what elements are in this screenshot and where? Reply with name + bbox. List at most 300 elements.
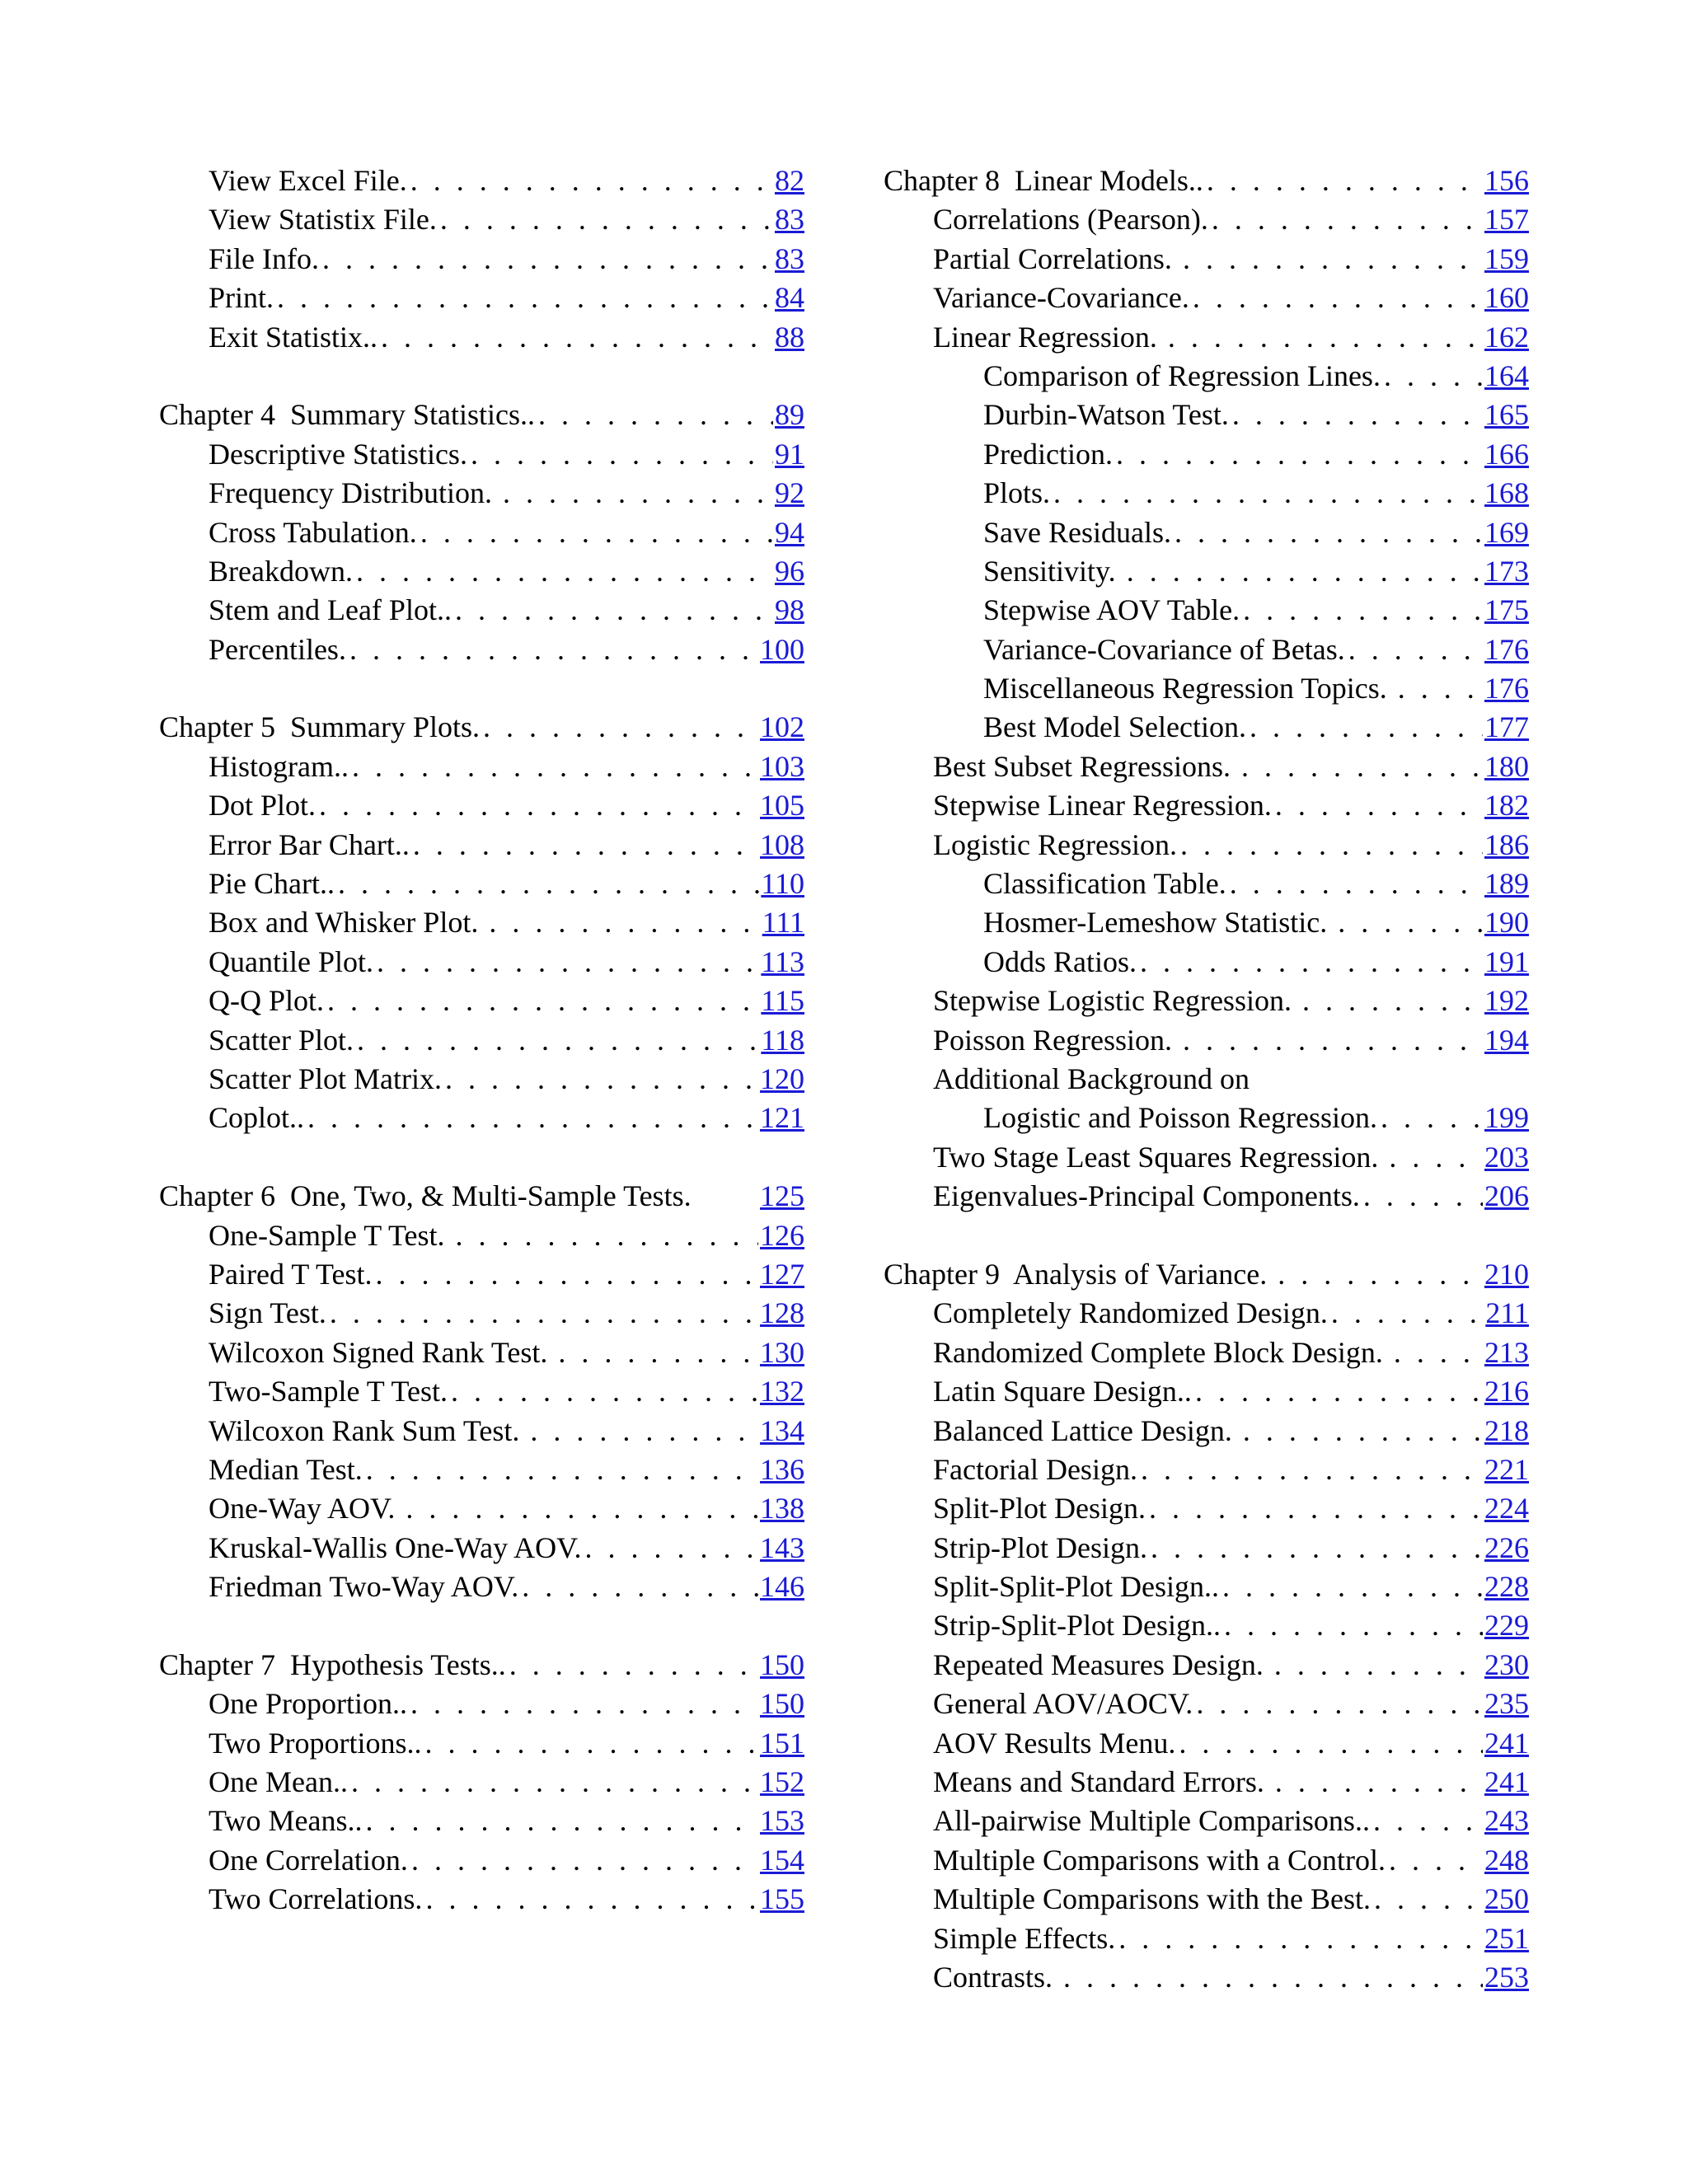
toc-entry[interactable] (884, 1333, 1529, 1372)
entry-title: Prediction. (983, 437, 1113, 471)
entry-title: Coplot.. (209, 1101, 305, 1135)
toc-entry[interactable] (159, 240, 804, 279)
entry-title: Q-Q Plot. (209, 984, 325, 1018)
toc-entry[interactable] (159, 786, 804, 825)
dot-leader (452, 1216, 758, 1255)
page-number-link[interactable]: 164 (1484, 359, 1529, 392)
toc-entry[interactable] (884, 865, 1529, 903)
entry-title: Cross Tabulation. (209, 515, 417, 549)
dot-leader (581, 1529, 758, 1568)
toc-entry[interactable] (884, 786, 1529, 825)
page-number-link[interactable]: 146 (760, 1570, 804, 1604)
toc-entry[interactable] (159, 1763, 804, 1802)
dot-leader (1115, 1919, 1483, 1958)
dot-leader (1177, 826, 1483, 865)
toc-entry[interactable] (159, 513, 804, 552)
toc-entry[interactable] (159, 1489, 804, 1528)
dot-leader (1360, 1177, 1483, 1216)
entry-title: Comparison of Regression Lines. (983, 359, 1381, 392)
entry-title: Median Test. (209, 1452, 363, 1486)
page-number-link[interactable]: 173 (1484, 554, 1529, 588)
toc-entry[interactable] (159, 318, 804, 357)
page-number-link[interactable]: 88 (775, 320, 804, 354)
toc-entry[interactable] (159, 1529, 804, 1568)
toc-entry[interactable] (884, 1606, 1529, 1645)
entry-title: Best Subset Regressions. (933, 749, 1239, 783)
page-number-link[interactable]: 186 (1484, 827, 1529, 861)
toc-entry[interactable] (159, 1333, 804, 1372)
dot-leader (1334, 903, 1483, 942)
dot-leader (363, 1451, 758, 1489)
toc-entry[interactable] (159, 826, 804, 865)
page-number-link[interactable]: 189 (1484, 867, 1529, 901)
page-number-link[interactable]: 159 (1484, 241, 1529, 275)
toc-entry[interactable] (884, 1763, 1529, 1802)
page-number-link[interactable]: 176 (1484, 632, 1529, 666)
entry-title: Split-Plot Design. (933, 1492, 1146, 1526)
toc-chapter-entry[interactable] (159, 1177, 804, 1216)
entry-title: Completely Randomized Design. (933, 1296, 1328, 1330)
toc-chapter-entry[interactable] (884, 162, 1529, 200)
toc-entry[interactable] (159, 1412, 804, 1451)
toc-entry[interactable] (884, 200, 1529, 239)
toc-entry[interactable] (159, 1841, 804, 1880)
page-number-link[interactable]: 152 (760, 1765, 804, 1799)
page-number-link[interactable]: 100 (760, 632, 804, 666)
toc-entry[interactable] (159, 1802, 804, 1840)
page-number-link[interactable]: 150 (760, 1687, 804, 1721)
page-number-link[interactable]: 130 (760, 1335, 804, 1369)
entry-title: Strip-Split-Plot Design.. (933, 1609, 1221, 1643)
toc-chapter-entry[interactable] (159, 1646, 804, 1685)
dot-leader (1274, 1255, 1483, 1294)
dot-leader (1238, 748, 1483, 786)
entry-title: Paired T Test. (209, 1257, 373, 1291)
entry-title: Box and Whisker Plot. (209, 906, 486, 940)
dot-leader (349, 748, 758, 786)
dot-leader (407, 162, 773, 200)
page-number-link[interactable]: 118 (761, 1023, 804, 1057)
dot-leader (304, 1099, 758, 1137)
section-gap (159, 1138, 804, 1177)
dot-leader (1137, 1451, 1483, 1489)
dot-leader (1165, 318, 1483, 357)
page-number-link[interactable]: 156 (1484, 164, 1529, 197)
chapter-title: Chapter 9 Analysis of Variance. (884, 1257, 1275, 1291)
page-number-link[interactable]: 168 (1484, 476, 1529, 510)
page-number-link[interactable]: 111 (762, 906, 804, 940)
dot-leader (1386, 1841, 1483, 1880)
entry-title: File Info. (209, 241, 319, 275)
toc-entry[interactable] (159, 1451, 804, 1489)
page-number-link[interactable]: 160 (1484, 281, 1529, 315)
toc-entry[interactable] (884, 474, 1529, 513)
entry-title: Contrasts. (933, 1960, 1061, 1994)
toc-entry[interactable] (884, 240, 1529, 279)
toc-entry[interactable] (884, 669, 1529, 708)
page-number-link[interactable]: 250 (1484, 1882, 1529, 1916)
dot-leader (319, 240, 773, 279)
entry-title: Latin Square Design.. (933, 1375, 1192, 1408)
page-number-link[interactable]: 128 (760, 1296, 804, 1330)
dot-leader (1226, 865, 1483, 903)
page-number-link[interactable]: 175 (1484, 593, 1529, 627)
section-gap (159, 1606, 804, 1645)
toc-entry[interactable] (884, 279, 1529, 317)
page-number-link[interactable]: 235 (1484, 1687, 1529, 1721)
dot-leader (452, 591, 773, 630)
dot-leader (362, 1802, 758, 1840)
entry-title: Scatter Plot Matrix. (209, 1062, 442, 1095)
toc-entry[interactable] (884, 1412, 1529, 1451)
dot-leader (1345, 630, 1483, 669)
page-number-link[interactable]: 229 (1484, 1609, 1529, 1643)
page-number-link[interactable]: 108 (760, 827, 804, 861)
chapter-title: Chapter 6 One, Two, & Multi-Sample Tests. (159, 1179, 692, 1213)
dot-leader (1050, 474, 1483, 513)
dot-leader (373, 943, 759, 982)
toc-entry[interactable] (159, 279, 804, 317)
dot-leader (1147, 1529, 1483, 1568)
entry-title: All-pairwise Multiple Comparisons.. (933, 1804, 1370, 1838)
page-number-link[interactable]: 126 (760, 1218, 804, 1252)
page-number-link[interactable]: 92 (775, 476, 804, 510)
entry-title: Print. (209, 281, 274, 315)
page-number-link[interactable]: 182 (1484, 789, 1529, 823)
entry-title: Logistic Regression. (933, 827, 1177, 861)
page-number-link[interactable]: 243 (1484, 1804, 1529, 1838)
entry-title: One Correlation. (209, 1843, 408, 1877)
toc-entry[interactable] (159, 162, 804, 200)
chapter-title: Chapter 7 Hypothesis Tests.. (159, 1647, 506, 1681)
page-number-link[interactable]: 190 (1484, 906, 1529, 940)
entry-title: Balanced Lattice Design. (933, 1413, 1240, 1447)
page-number-link[interactable]: 176 (1484, 672, 1529, 705)
page-number-link[interactable]: 94 (775, 515, 804, 549)
page-number-link[interactable]: 83 (775, 241, 804, 275)
entry-title: Additional Background on (933, 1062, 1250, 1095)
page-number-link[interactable]: 221 (1484, 1452, 1529, 1486)
entry-title: Kruskal-Wallis One-Way AOV. (209, 1530, 582, 1564)
entry-title: Sensitivity. (983, 554, 1123, 588)
dot-leader (422, 1724, 759, 1763)
page-number-link[interactable]: 203 (1484, 1140, 1529, 1174)
toc-entry[interactable] (884, 1489, 1529, 1528)
dot-leader (1189, 279, 1483, 317)
toc-entry[interactable] (159, 1372, 804, 1411)
entry-title: Strip-Plot Design. (933, 1530, 1148, 1564)
page-number-link[interactable]: 228 (1484, 1570, 1529, 1604)
toc-entry[interactable] (884, 1958, 1529, 1997)
entry-title: Two Correlations. (209, 1882, 423, 1916)
toc-entry[interactable] (884, 1646, 1529, 1685)
page-number-link[interactable]: 165 (1484, 398, 1529, 432)
toc-entry[interactable] (159, 1099, 804, 1137)
toc-entry[interactable] (159, 1724, 804, 1763)
dot-leader (354, 1021, 759, 1060)
page-number-link[interactable]: 125 (760, 1179, 804, 1213)
toc-entry[interactable] (884, 1177, 1529, 1216)
toc-entry[interactable] (159, 903, 804, 942)
page-number-link[interactable]: 102 (760, 710, 804, 744)
page-number-link[interactable]: 132 (760, 1375, 804, 1408)
toc-entry[interactable] (884, 1880, 1529, 1919)
toc-chapter-entry[interactable] (884, 1255, 1529, 1294)
page-number-link[interactable]: 138 (760, 1492, 804, 1526)
toc-entry (884, 1060, 1529, 1099)
dot-leader (324, 982, 759, 1020)
page-number-link[interactable]: 115 (761, 984, 804, 1018)
toc-entry[interactable] (884, 1451, 1529, 1489)
dot-leader (1175, 1724, 1483, 1763)
toc-entry[interactable] (159, 1216, 804, 1255)
page-number-link[interactable]: 192 (1484, 984, 1529, 1018)
toc-chapter-entry[interactable] (159, 708, 804, 747)
toc-entry[interactable] (884, 1021, 1529, 1060)
dot-leader (1328, 1294, 1484, 1333)
dot-leader (1203, 162, 1483, 200)
entry-title: Eigenvalues-Principal Components. (933, 1179, 1360, 1213)
page-number-link[interactable]: 155 (760, 1882, 804, 1916)
dot-leader (1370, 1802, 1483, 1840)
toc-entry[interactable] (884, 943, 1529, 982)
toc-entry[interactable] (159, 1294, 804, 1333)
dot-leader (1246, 708, 1483, 747)
dot-leader (480, 708, 758, 747)
entry-title: Stepwise AOV Table. (983, 593, 1240, 627)
toc-entry[interactable] (159, 552, 804, 591)
toc-entry[interactable] (884, 1529, 1529, 1568)
page-number-link[interactable]: 110 (761, 867, 804, 901)
toc-entry[interactable] (884, 1372, 1529, 1411)
page-number-link[interactable]: 105 (760, 789, 804, 823)
dot-leader (346, 630, 758, 669)
entry-title: Exit Statistix.. (209, 320, 378, 354)
page-number-link[interactable]: 210 (1484, 1257, 1529, 1291)
toc-entry[interactable] (159, 1255, 804, 1294)
toc-entry[interactable] (884, 1138, 1529, 1177)
page-number-link[interactable]: 143 (760, 1530, 804, 1564)
entry-title: Variance-Covariance. (933, 281, 1189, 315)
page-number-link[interactable]: 177 (1484, 710, 1529, 744)
toc-chapter-entry[interactable] (159, 396, 804, 434)
dot-leader (407, 1685, 758, 1723)
page-number-link[interactable]: 136 (760, 1452, 804, 1486)
toc-entry[interactable] (159, 748, 804, 786)
dot-leader (448, 1372, 758, 1411)
toc-entry[interactable] (884, 1841, 1529, 1880)
page-number-link[interactable]: 157 (1484, 203, 1529, 237)
page-number-link[interactable]: 120 (760, 1062, 804, 1095)
page-number-link[interactable]: 82 (775, 164, 804, 197)
page-number-link[interactable]: 96 (775, 554, 804, 588)
toc-entry[interactable] (884, 1568, 1529, 1606)
entry-title: Frequency Distribution. (209, 476, 499, 510)
section-gap (884, 1216, 1529, 1255)
page-number-link[interactable]: 226 (1484, 1530, 1529, 1564)
entry-title: View Statistix File. (209, 203, 437, 237)
page-number-link[interactable]: 216 (1484, 1375, 1529, 1408)
entry-title: View Excel File. (209, 164, 407, 197)
entry-title: Best Model Selection. (983, 710, 1246, 744)
dot-leader (1390, 1333, 1483, 1372)
toc-entry[interactable] (884, 1724, 1529, 1763)
entry-title: One Proportion.. (209, 1687, 407, 1721)
toc-entry[interactable] (884, 1685, 1529, 1723)
dot-leader (485, 903, 760, 942)
toc-entry[interactable] (884, 708, 1529, 747)
toc-entry[interactable] (884, 357, 1529, 396)
toc-entry[interactable] (884, 552, 1529, 591)
toc-entry[interactable] (884, 982, 1529, 1020)
dot-leader (1179, 1021, 1483, 1060)
entry-title: Percentiles. (209, 632, 346, 666)
page-number-link[interactable]: 251 (1484, 1921, 1529, 1955)
entry-title: Split-Split-Plot Design.. (933, 1570, 1220, 1604)
dot-leader (1299, 982, 1483, 1020)
entry-title: Friedman Two-Way AOV. (209, 1570, 519, 1604)
page-number-link[interactable]: 83 (775, 203, 804, 237)
toc-left-column (159, 162, 804, 1919)
toc-entry[interactable] (884, 1294, 1529, 1333)
toc-entry[interactable] (884, 630, 1529, 669)
page-number-link[interactable]: 206 (1484, 1179, 1529, 1213)
toc-entry[interactable] (159, 865, 804, 903)
dot-leader (1208, 200, 1483, 239)
dot-leader (377, 318, 773, 357)
entry-title: Breakdown. (209, 554, 353, 588)
page-number-link[interactable]: 230 (1484, 1647, 1529, 1681)
toc-entry[interactable] (884, 826, 1529, 865)
page-number-link[interactable]: 153 (760, 1804, 804, 1838)
dot-leader (1192, 1372, 1483, 1411)
entry-title: General AOV/AOCV. (933, 1687, 1193, 1721)
entry-title: One-Sample T Test. (209, 1218, 452, 1252)
entry-title: One Mean.. (209, 1765, 348, 1799)
toc-entry[interactable] (884, 1802, 1529, 1840)
dot-leader (326, 1294, 758, 1333)
chapter-title: Chapter 5 Summary Plots. (159, 710, 480, 744)
page-number-link[interactable]: 169 (1484, 515, 1529, 549)
entry-title: Histogram.. (209, 749, 349, 783)
page-number-link[interactable]: 241 (1484, 1765, 1529, 1799)
toc-right-column (884, 162, 1529, 1997)
entry-title: AOV Results Menu. (933, 1726, 1176, 1760)
page-number-link[interactable]: 162 (1484, 320, 1529, 354)
page-number-link[interactable]: 211 (1485, 1296, 1529, 1330)
toc-entry[interactable] (159, 1021, 804, 1060)
toc-entry[interactable] (159, 1568, 804, 1606)
page-number-link[interactable]: 84 (775, 281, 804, 315)
page-number-link[interactable]: 253 (1484, 1960, 1529, 1994)
entry-title: Two-Sample T Test. (209, 1375, 448, 1408)
page-number-link[interactable]: 180 (1484, 749, 1529, 783)
entry-title: Variance-Covariance of Betas. (983, 632, 1345, 666)
toc-entry[interactable] (884, 1919, 1529, 1958)
toc-entry[interactable] (884, 1099, 1529, 1137)
dot-leader (1146, 1489, 1483, 1528)
entry-title: Poisson Regression. (933, 1023, 1180, 1057)
page-number-link[interactable]: 248 (1484, 1843, 1529, 1877)
page-number-link[interactable]: 166 (1484, 437, 1529, 471)
dot-leader (555, 1333, 758, 1372)
page-number-link[interactable]: 199 (1484, 1101, 1529, 1135)
page-number-link[interactable]: 98 (775, 593, 804, 627)
entry-title: Simple Effects. (933, 1921, 1116, 1955)
toc-entry[interactable] (884, 513, 1529, 552)
page-number-link[interactable]: 89 (775, 398, 804, 432)
dot-leader (1371, 1880, 1483, 1919)
dot-leader (1395, 669, 1483, 708)
entry-title: Logistic and Poisson Regression. (983, 1101, 1377, 1135)
dot-leader (372, 1255, 758, 1294)
page-number-link[interactable]: 224 (1484, 1492, 1529, 1526)
toc-entry[interactable] (159, 1685, 804, 1723)
dot-leader (274, 279, 773, 317)
page-number-link[interactable]: 191 (1484, 944, 1529, 978)
page-number-link[interactable]: 241 (1484, 1726, 1529, 1760)
page-number-link[interactable]: 194 (1484, 1023, 1529, 1057)
dot-leader (1272, 786, 1483, 825)
entry-title: Descriptive Statistics. (209, 437, 467, 471)
page-number-link[interactable]: 154 (760, 1843, 804, 1877)
entry-title: Quantile Plot. (209, 944, 373, 978)
page-number-link[interactable]: 91 (775, 437, 804, 471)
entry-title: Factorial Design. (933, 1452, 1137, 1486)
dot-leader (437, 200, 773, 239)
dot-leader (1272, 1763, 1483, 1802)
page-number-link[interactable]: 127 (760, 1257, 804, 1291)
entry-title: Stepwise Linear Regression. (933, 789, 1272, 823)
toc-entry[interactable] (159, 630, 804, 669)
entry-title: Stem and Leaf Plot.. (209, 593, 452, 627)
toc-entry[interactable] (159, 591, 804, 630)
toc-entry[interactable] (884, 435, 1529, 474)
entry-title: Wilcoxon Rank Sum Test. (209, 1413, 528, 1447)
dot-leader (353, 552, 773, 591)
toc-entry[interactable] (159, 943, 804, 982)
page-number-link[interactable]: 103 (760, 749, 804, 783)
toc-entry[interactable] (159, 982, 804, 1020)
toc-entry[interactable] (159, 200, 804, 239)
entry-title: Two Proportions.. (209, 1726, 422, 1760)
page-number-link[interactable]: 218 (1484, 1413, 1529, 1447)
toc-entry[interactable] (159, 1880, 804, 1919)
page-number-link[interactable]: 213 (1484, 1335, 1529, 1369)
dot-leader (1219, 1568, 1483, 1606)
dot-leader (1137, 943, 1483, 982)
entry-title: Stepwise Logistic Regression. (933, 984, 1299, 1018)
dot-leader (518, 1568, 758, 1606)
toc-entry[interactable] (159, 474, 804, 513)
page-number-link[interactable]: 121 (760, 1101, 804, 1135)
entry-title: Scatter Plot. (209, 1023, 354, 1057)
toc-entry[interactable] (884, 396, 1529, 434)
page-number-link[interactable]: 151 (760, 1726, 804, 1760)
page-number-link[interactable]: 150 (760, 1647, 804, 1681)
dot-leader (417, 513, 773, 552)
toc-entry[interactable] (884, 748, 1529, 786)
page-number-link[interactable]: 134 (760, 1413, 804, 1447)
toc-entry[interactable] (159, 435, 804, 474)
toc-entry[interactable] (884, 903, 1529, 942)
toc-entry[interactable] (884, 318, 1529, 357)
toc-entry[interactable] (159, 1060, 804, 1099)
dot-leader (1271, 1646, 1483, 1685)
toc-entry[interactable] (884, 591, 1529, 630)
page-number-link[interactable]: 113 (761, 944, 804, 978)
dot-leader (1240, 591, 1483, 630)
